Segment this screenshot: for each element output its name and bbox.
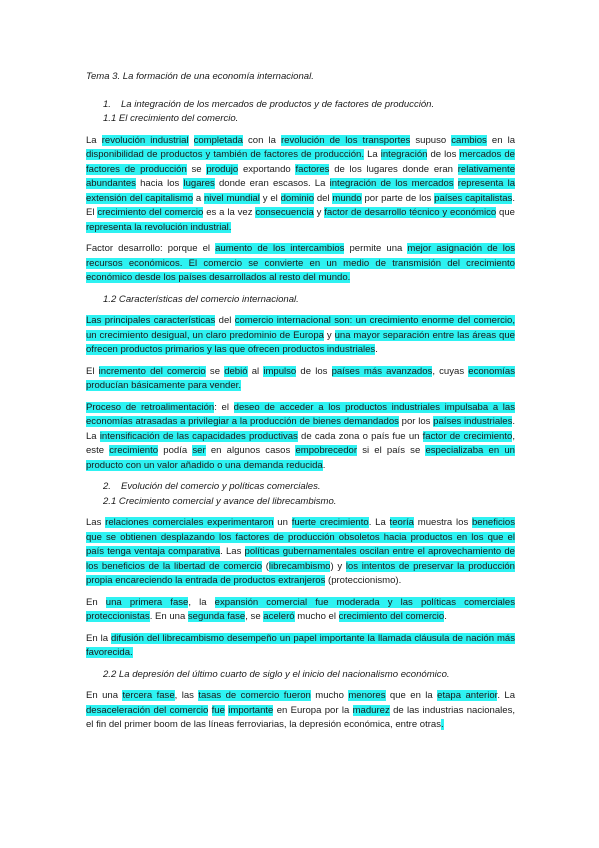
text-run: mucho bbox=[310, 690, 349, 701]
text-run: ( bbox=[262, 560, 269, 572]
highlighted-text: los intentos de preservar la producción propia encareciendo la entrada de productos extranjeros bbox=[86, 560, 515, 586]
highlighted-text: etapa anterior bbox=[437, 690, 498, 701]
text-run: permite una bbox=[344, 243, 408, 254]
text-run: (proteccionismo). bbox=[325, 575, 402, 586]
highlighted-text: importante bbox=[228, 704, 274, 716]
highlighted-text: empobrecedor bbox=[295, 445, 357, 456]
text-run: de los bbox=[427, 149, 460, 160]
section-heading-text: Evolución del comercio y políticas comerciales. bbox=[121, 481, 321, 492]
paragraph bbox=[86, 242, 515, 286]
text-run: En una bbox=[86, 690, 123, 701]
text-run: El bbox=[86, 365, 99, 377]
paragraph bbox=[86, 516, 515, 589]
subsection-heading: 1.2 Características del comercio internacional. bbox=[103, 293, 299, 305]
text-run: del bbox=[314, 192, 333, 204]
document-body bbox=[86, 98, 515, 733]
highlighted-text: mundo bbox=[332, 192, 362, 204]
paragraph bbox=[86, 314, 515, 358]
highlighted-text: nivel mundial bbox=[203, 192, 260, 204]
highlighted-text: lugares bbox=[183, 178, 215, 189]
highlighted-text: una mayor separación entre las áreas que ofrecen productos primarios y las que ofrecen productos industriales bbox=[86, 329, 515, 355]
highlighted-text: Las principales características bbox=[86, 315, 216, 326]
highlighted-text: relativamente abundantes bbox=[86, 163, 516, 189]
paragraph bbox=[86, 689, 515, 733]
section-heading-text: La integración de los mercados de productos y de factores de producción. bbox=[121, 98, 435, 110]
highlighted-text: segunda fase bbox=[187, 611, 246, 622]
subsection-heading: 2.2 La depresión del último cuarto de siglo y el inicio del nacionalismo económico. bbox=[103, 668, 450, 680]
text-run: , este bbox=[86, 430, 515, 456]
text-run: Las bbox=[86, 517, 106, 528]
text-run: por los bbox=[398, 416, 434, 427]
text-run: de los lugares donde eran bbox=[329, 163, 458, 175]
highlighted-text: una primera fase bbox=[105, 596, 189, 608]
text-run: . bbox=[444, 611, 447, 622]
highlighted-text: países capitalistas bbox=[434, 192, 513, 204]
text-run: de las industrias nacionales, el fin del primer boom de las líneas ferroviarias, la depresión económica, entre otras bbox=[86, 704, 515, 730]
text-run: En bbox=[86, 596, 106, 608]
highlighted-text: completada bbox=[193, 134, 243, 146]
text-run: . El bbox=[86, 192, 515, 218]
highlighted-text: factor de desarrollo técnico y económico bbox=[324, 207, 497, 218]
highlighted-text: representa la revolución industrial. bbox=[86, 221, 232, 233]
text-run: mucho el bbox=[294, 611, 339, 622]
text-run: es a la vez bbox=[203, 207, 256, 218]
text-run: . bbox=[322, 459, 326, 471]
paragraph bbox=[86, 365, 515, 394]
text-run: Factor desarrollo: porque el bbox=[86, 243, 216, 254]
highlighted-text: tercera fase bbox=[122, 690, 175, 701]
text-run: . La bbox=[497, 690, 516, 701]
highlighted-text: disponibilidad de productos y también de factores de producción. bbox=[86, 149, 365, 160]
highlighted-text: teoría bbox=[389, 517, 414, 528]
highlighted-text: desaceleración del comercio bbox=[86, 704, 209, 716]
text-run: en algunos casos bbox=[205, 445, 296, 456]
highlighted-text: fuerte crecimiento bbox=[291, 517, 369, 528]
text-run: . La bbox=[86, 416, 515, 442]
highlighted-text: mejor asignación de los recursos económicos. El comercio se convierte en un medio de transmisión del crecimiento económico desde los países desarrollados al resto del mundo. bbox=[86, 243, 515, 283]
text-run: supuso bbox=[410, 134, 452, 146]
text-run: que bbox=[496, 207, 515, 218]
highlighted-text: mercados de factores de producción bbox=[86, 149, 515, 175]
highlighted-text: aumento de los intercambios bbox=[215, 243, 345, 254]
text-run: se bbox=[186, 163, 207, 175]
highlighted-text: menores bbox=[348, 690, 386, 701]
highlighted-text: . bbox=[441, 719, 444, 730]
text-run: , la bbox=[188, 596, 215, 608]
text-run: que en la bbox=[385, 690, 438, 701]
text-run: por parte de los bbox=[361, 192, 435, 204]
text-run: exportando bbox=[238, 163, 296, 175]
highlighted-text: librecambismo bbox=[268, 560, 331, 572]
highlighted-text: intensificación de las capacidades productivas bbox=[99, 430, 298, 442]
highlighted-text: países industriales bbox=[433, 416, 513, 427]
text-run: si el país se bbox=[357, 445, 426, 456]
document-title: Tema 3. La formación de una economía internacional. bbox=[86, 71, 314, 82]
text-run: , se bbox=[245, 611, 264, 622]
text-run: del bbox=[215, 315, 235, 326]
highlighted-text: tasas de comercio fueron bbox=[198, 690, 311, 701]
text-run: al bbox=[247, 365, 264, 377]
text-run: de los bbox=[296, 365, 332, 377]
text-run: un bbox=[273, 517, 292, 528]
highlighted-text: cambios bbox=[451, 134, 487, 146]
highlighted-text: especializaba en un producto con un valor añadido o una demanda reducida bbox=[86, 445, 515, 471]
highlighted-text: consecuencia bbox=[255, 207, 314, 218]
highlighted-text: dominio bbox=[280, 192, 315, 204]
highlighted-text: fue bbox=[211, 704, 225, 716]
subsection-heading: 1.1 El crecimiento del comercio. bbox=[103, 113, 239, 124]
text-run: en Europa por la bbox=[273, 704, 353, 716]
highlighted-text: relaciones comerciales experimentaron bbox=[105, 517, 274, 528]
paragraph bbox=[86, 596, 515, 625]
text-run: La bbox=[364, 149, 381, 160]
highlighted-text: revolución industrial bbox=[101, 134, 189, 146]
highlighted-text: ser bbox=[192, 445, 206, 456]
subsection-heading: 2.1 Crecimiento comercial y avance del librecambismo. bbox=[103, 495, 337, 507]
highlighted-text: difusión del librecambismo desempeño un papel importante la llamada cláusula de nación más favorecida. bbox=[86, 632, 516, 658]
text-run: muestra los bbox=[413, 517, 472, 528]
highlighted-text: debió bbox=[224, 365, 248, 377]
text-run: , cuyas bbox=[432, 365, 469, 377]
text-run: donde eran escasos. La bbox=[214, 178, 330, 189]
highlighted-text: produjo bbox=[206, 163, 239, 175]
text-run: , las bbox=[174, 690, 199, 701]
text-run: La bbox=[86, 134, 102, 146]
text-run: ) y bbox=[330, 560, 346, 572]
section-number: 1. bbox=[103, 98, 111, 110]
highlighted-text: crecimiento del comercio bbox=[338, 611, 445, 622]
text-run: y bbox=[323, 329, 335, 341]
highlighted-text: Proceso de retroalimentación bbox=[86, 401, 215, 413]
highlighted-text: factores bbox=[295, 163, 330, 175]
highlighted-text: factor de crecimiento bbox=[422, 430, 513, 442]
highlighted-text: aceleró bbox=[263, 611, 295, 622]
highlighted-text: impulso bbox=[263, 365, 297, 377]
section-heading bbox=[103, 480, 515, 495]
text-run: y el bbox=[259, 192, 281, 204]
highlighted-text: crecimiento bbox=[109, 445, 159, 456]
text-run: . En una bbox=[149, 611, 188, 622]
highlighted-text: madurez bbox=[352, 704, 390, 716]
highlighted-text: expansión comercial fue moderada y las políticas comerciales proteccionistas bbox=[86, 596, 516, 622]
text-run: hacia los bbox=[135, 178, 184, 189]
section-number: 2. bbox=[103, 481, 111, 492]
text-run: a bbox=[193, 192, 204, 204]
text-run: en la bbox=[486, 134, 516, 146]
text-run bbox=[189, 135, 194, 146]
section-heading bbox=[103, 98, 515, 113]
highlighted-text: comercio internacional son: un crecimiento enorme del comercio, un crecimiento desigual, un claro predominio de Europa bbox=[86, 315, 515, 341]
text-run: En la bbox=[86, 632, 111, 644]
text-run: con la bbox=[242, 134, 281, 146]
text-run: se bbox=[205, 365, 225, 377]
highlighted-text: incremento del comercio bbox=[98, 365, 206, 377]
text-run: de cada zona o país fue un bbox=[297, 430, 423, 442]
highlighted-text: crecimiento del comercio bbox=[97, 207, 204, 218]
text-run: . La bbox=[368, 517, 390, 528]
highlighted-text: deseo de acceder a los productos industriales impulsaba a las economías atrasadas a privilegiar a la producción de bienes demandados bbox=[86, 401, 515, 427]
highlighted-text: integración de los mercados bbox=[329, 178, 454, 189]
highlighted-text: políticas gubernamentales oscilan entre el aprovechamiento de los beneficios de la libertad de comercio bbox=[86, 546, 515, 572]
text-run: y bbox=[313, 207, 325, 218]
highlighted-text: países más avanzados bbox=[331, 365, 433, 377]
highlighted-text: economías producían básicamente para vender. bbox=[86, 365, 515, 391]
text-run: . bbox=[375, 344, 378, 355]
highlighted-text: representa la extensión del capitalismo bbox=[86, 178, 516, 204]
text-run: podía bbox=[158, 445, 193, 456]
paragraph bbox=[86, 632, 515, 661]
text-run: . Las bbox=[220, 546, 245, 557]
highlighted-text: integración bbox=[380, 149, 428, 160]
paragraph bbox=[86, 134, 515, 236]
text-run: : el bbox=[214, 401, 234, 413]
highlighted-text: revolución de los transportes bbox=[280, 134, 411, 146]
highlighted-text: beneficios que se obtienen desplazando los factores de producción obsoletos hacia productos en los que el país tenga ventaja comparativa bbox=[86, 517, 515, 557]
paragraph bbox=[86, 401, 515, 474]
